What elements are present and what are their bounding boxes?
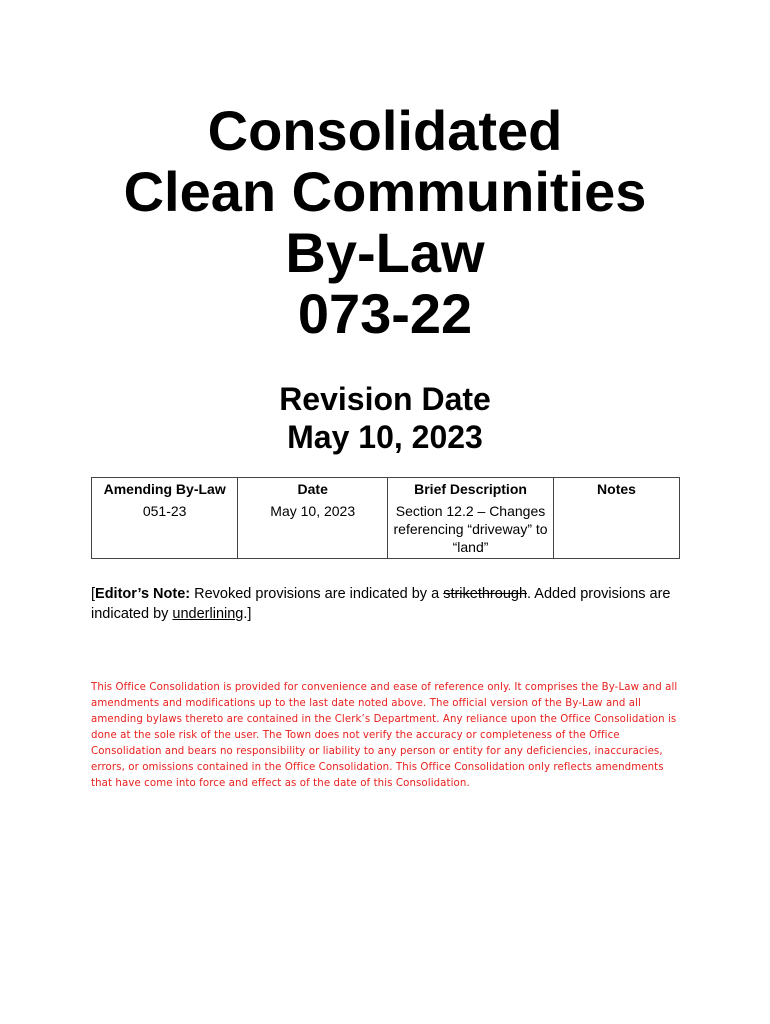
amendment-table <box>91 477 680 559</box>
cell-description: Section 12.2 – Changes referencing “driveway” to “land” <box>388 500 554 559</box>
header-amending-bylaw: Amending By-Law <box>92 478 238 501</box>
editor-note-label: Editor’s Note: <box>95 586 191 602</box>
cell-notes <box>553 500 679 559</box>
title-line-1: Consolidated <box>207 99 563 162</box>
cell-date: May 10, 2023 <box>238 500 388 559</box>
cell-bylaw: 051-23 <box>92 500 238 559</box>
revision-date: May 10, 2023 <box>287 419 483 455</box>
title-line-3: By-Law <box>285 221 485 284</box>
title-line-4: 073-22 <box>297 282 473 345</box>
consolidation-disclaimer: This Office Consolidation is provided for convenience and ease of reference only. It comprises the By-Law and all amendments and modifications up to the last date noted above. The official version of the By-Law and all amending bylaws thereto are contained in the Clerk’s Department. Any reliance upon the Office Consolidation is done at the sole risk of the user. The Town does not verify the accuracy or completeness of the Office Consolidation and bears no responsibility or liability to any person or entity for any deficiencies, inaccuracies, errors, or omissions contained in the Office Consolidation. This Office Consolidation only reflects amendments that have come into force and effect as of the date of this Consolidation. <box>91 682 678 789</box>
document-title <box>0 100 770 344</box>
editor-note <box>91 584 691 624</box>
header-date: Date <box>238 478 388 501</box>
revision-label: Revision Date <box>279 381 491 417</box>
title-line-2: Clean Communities <box>123 160 647 223</box>
editor-note-close: .] <box>243 606 252 622</box>
editor-note-text-2: . Added provisions are indicated by <box>91 586 671 622</box>
table-row <box>92 500 680 559</box>
strikethrough-example: strikethrough <box>443 586 528 602</box>
editor-note-open-bracket: [ <box>91 586 96 602</box>
header-notes: Notes <box>553 478 679 501</box>
header-brief-description: Brief Description <box>388 478 554 501</box>
table-header-row <box>92 478 680 501</box>
underline-example: underlining <box>172 606 244 622</box>
revision-date-block <box>0 380 770 456</box>
editor-note-text-1: Revoked provisions are indicated by a <box>190 586 444 602</box>
